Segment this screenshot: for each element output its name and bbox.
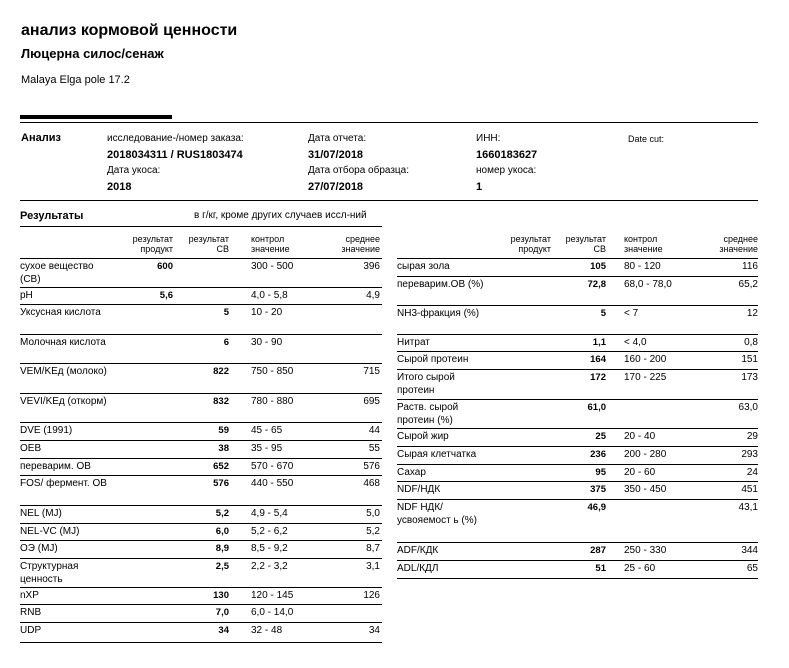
table-row <box>397 306 758 335</box>
report-title: анализ кормовой ценности <box>21 22 238 39</box>
row-label: Уксусная кислота <box>20 307 101 318</box>
control-value: 8,5 - 9,2 <box>251 543 288 554</box>
average-value: 34 <box>368 625 380 636</box>
dm-value: 5 <box>600 308 606 319</box>
dm-value: 59 <box>218 425 229 436</box>
dm-value: 130 <box>213 590 229 601</box>
dm-value: 5 <box>223 307 229 318</box>
average-value: 12 <box>746 308 758 319</box>
average-value: 468 <box>363 478 380 489</box>
control-value: 160 - 200 <box>624 354 667 365</box>
average-value: 5,0 <box>366 508 380 519</box>
row-label: сырая зола <box>397 261 450 272</box>
dm-value: 95 <box>595 467 606 478</box>
average-value: 396 <box>363 261 380 272</box>
table-row <box>20 506 382 524</box>
product-value: 5,6 <box>159 290 173 301</box>
control-value: 20 - 40 <box>624 431 656 442</box>
dm-value: 61,0 <box>587 402 606 413</box>
row-label: Сырой жир <box>397 431 449 442</box>
divider <box>20 122 758 123</box>
table-row <box>397 500 758 543</box>
dm-value: 375 <box>590 484 606 495</box>
control-value: 4,9 - 5,4 <box>251 508 288 519</box>
results-section-label: Результаты <box>20 210 84 222</box>
inn-label: ИНН: <box>476 133 501 144</box>
control-value: 10 - 20 <box>251 307 283 318</box>
table-row <box>20 476 382 506</box>
harvest-year-value: 2018 <box>107 181 132 193</box>
dm-value: 105 <box>590 261 606 272</box>
control-value: 200 - 280 <box>624 449 667 460</box>
table-row <box>20 335 382 364</box>
report-subtitle: Люцерна силос/сенаж <box>21 46 164 61</box>
average-value: 65,2 <box>738 279 758 290</box>
table-row <box>397 352 758 370</box>
table-row <box>397 400 758 429</box>
header-dm: результат СВ <box>565 234 606 254</box>
table-row <box>397 447 758 465</box>
average-value: 293 <box>741 449 758 460</box>
table-row <box>397 465 758 482</box>
table-row <box>20 394 382 423</box>
dm-value: 2,5 <box>215 561 229 572</box>
row-label: переварим. ОВ <box>20 461 91 472</box>
table-row <box>20 305 382 335</box>
date-cut-label: Date cut: <box>628 134 665 144</box>
average-value: 0,8 <box>744 337 758 348</box>
cut-number-value: 1 <box>476 181 483 193</box>
header-average: среднее значение <box>719 234 758 254</box>
table-row <box>20 605 382 623</box>
control-value: 170 - 225 <box>624 372 667 383</box>
control-value: 300 - 500 <box>251 261 294 272</box>
table-row <box>397 370 758 400</box>
average-value: 173 <box>741 372 758 383</box>
row-label: NH3-фракция (%) <box>397 308 480 319</box>
dm-value: 1,1 <box>592 337 606 348</box>
cut-number-label: номер укоса: <box>476 165 537 176</box>
row-label: NEL (MJ) <box>20 508 62 519</box>
average-value: 3,1 <box>366 561 380 572</box>
control-value: 5,2 - 6,2 <box>251 526 288 537</box>
product-value: 600 <box>157 261 173 272</box>
dm-value: 6,0 <box>215 526 229 537</box>
dm-value: 25 <box>595 431 606 442</box>
table-row <box>397 482 758 500</box>
header-product: результат продукт <box>132 234 173 254</box>
header-average: среднее значение <box>341 234 380 254</box>
header-control: контрол значение <box>624 234 663 254</box>
table-row <box>397 335 758 352</box>
table-row <box>20 364 382 394</box>
control-value: 30 - 90 <box>251 337 283 348</box>
row-label: Нитрат <box>397 337 430 348</box>
dm-value: 172 <box>590 372 606 383</box>
control-value: 750 - 850 <box>251 366 294 377</box>
control-value: 35 - 95 <box>251 443 283 454</box>
row-label: ADF/КДК <box>397 545 439 556</box>
divider <box>20 226 382 227</box>
report-date-label: Дата отчета: <box>308 133 367 144</box>
header-control: контрол значение <box>251 234 290 254</box>
dm-value: 822 <box>213 366 229 377</box>
dm-value: 7,0 <box>215 607 229 618</box>
control-value: 250 - 330 <box>624 545 667 556</box>
sampling-date-label: Дата отбора образца: <box>308 165 409 176</box>
average-value: 65 <box>746 563 758 574</box>
average-value: 63,0 <box>738 402 758 413</box>
row-label: Молочная кислота <box>20 337 106 348</box>
row-label: DVE (1991) <box>20 425 73 436</box>
control-value: 120 - 145 <box>251 590 294 601</box>
row-label: Итого сырой протеин <box>397 372 455 396</box>
row-label: NDF НДК/усвояемост ь (%) <box>397 502 477 526</box>
row-label: Сырой протеин <box>397 354 469 365</box>
table-row <box>20 588 382 605</box>
row-label: VEVI/KEд (откорм) <box>20 396 107 407</box>
average-value: 151 <box>741 354 758 365</box>
average-value: 5,2 <box>366 526 380 537</box>
order-label: исследование-/номер заказа: <box>107 133 244 144</box>
average-value: 8,7 <box>366 543 380 554</box>
average-value: 55 <box>368 443 380 454</box>
dm-value: 832 <box>213 396 229 407</box>
average-value: 576 <box>363 461 380 472</box>
control-value: 570 - 670 <box>251 461 294 472</box>
control-value: < 7 <box>624 308 639 319</box>
dm-value: 287 <box>590 545 606 556</box>
harvest-year-label: Дата укоса: <box>107 165 161 176</box>
row-label: UDP <box>20 625 42 636</box>
inn-value: 1660183627 <box>476 149 538 161</box>
row-label: FOS/ фермент. ОВ <box>20 478 107 489</box>
row-label: Сырая клетчатка <box>397 449 477 460</box>
table-row <box>397 561 758 579</box>
table-row <box>20 623 382 643</box>
analysis-section-label: Анализ <box>21 132 61 144</box>
control-value: 440 - 550 <box>251 478 294 489</box>
table-row <box>20 524 382 541</box>
table-row <box>397 259 758 277</box>
sampling-date-value: 27/07/2018 <box>308 181 364 193</box>
dm-value: 72,8 <box>587 279 606 290</box>
header-dm: результат СВ <box>188 234 229 254</box>
order-value: 2018034311 / RUS1803474 <box>107 149 243 161</box>
average-value: 451 <box>741 484 758 495</box>
dm-value: 5,2 <box>215 508 229 519</box>
dm-value: 34 <box>218 625 229 636</box>
row-label: Раств. сырой протеин (%) <box>397 402 459 426</box>
control-value: 45 - 65 <box>251 425 283 436</box>
row-label: NEL-VC (MJ) <box>20 526 80 537</box>
table-row <box>20 541 382 559</box>
average-value: 126 <box>363 590 380 601</box>
average-value: 44 <box>368 425 380 436</box>
dm-value: 236 <box>590 449 606 460</box>
table-row <box>20 459 382 476</box>
control-value: 80 - 120 <box>624 261 661 272</box>
row-divider <box>20 642 382 643</box>
control-value: 25 - 60 <box>624 563 656 574</box>
dm-value: 576 <box>213 478 229 489</box>
average-value: 715 <box>363 366 380 377</box>
field-name: Malaya Elga pole 17.2 <box>21 74 130 86</box>
row-label: переварим.ОВ (%) <box>397 279 484 290</box>
average-value: 29 <box>746 431 758 442</box>
average-value: 695 <box>363 396 380 407</box>
table-row <box>20 559 382 588</box>
table-row <box>397 543 758 561</box>
table-row <box>20 441 382 459</box>
row-label: OEB <box>20 443 42 454</box>
control-value: 6,0 - 14,0 <box>251 607 294 618</box>
row-label: VEM/KEд (молоко) <box>20 366 107 377</box>
control-value: 780 - 880 <box>251 396 294 407</box>
control-value: 350 - 450 <box>624 484 667 495</box>
control-value: 68,0 - 78,0 <box>624 279 672 290</box>
dm-value: 8,9 <box>215 543 229 554</box>
row-label: ОЭ (MJ) <box>20 543 58 554</box>
control-value: 20 - 60 <box>624 467 656 478</box>
table-row <box>397 429 758 447</box>
average-value: 43,1 <box>738 502 758 513</box>
dm-value: 51 <box>595 563 606 574</box>
row-label: Структурная ценность <box>20 561 79 585</box>
dm-value: 38 <box>218 443 229 454</box>
dm-value: 6 <box>223 337 229 348</box>
dm-value: 164 <box>590 354 606 365</box>
control-value: 32 - 48 <box>251 625 283 636</box>
dm-value: 652 <box>213 461 229 472</box>
control-value: < 4,0 <box>624 337 647 348</box>
row-label: pH <box>20 290 33 301</box>
table-row <box>20 259 382 288</box>
section-bar <box>20 115 172 119</box>
report-date-value: 31/07/2018 <box>308 149 364 161</box>
row-label: nXP <box>20 590 39 601</box>
table-row <box>20 288 382 305</box>
row-label: NDF/НДК <box>397 484 441 495</box>
row-label: ADL/КДЛ <box>397 563 439 574</box>
row-label: Сахар <box>397 467 426 478</box>
row-label: RNB <box>20 607 42 618</box>
control-value: 2,2 - 3,2 <box>251 561 288 572</box>
table-row <box>397 277 758 306</box>
average-value: 116 <box>742 261 758 272</box>
row-divider <box>397 578 758 579</box>
average-value: 4,9 <box>366 290 380 301</box>
divider <box>20 200 758 201</box>
table-row <box>20 423 382 441</box>
header-product: результат продукт <box>510 234 551 254</box>
average-value: 344 <box>741 545 758 556</box>
dm-value: 46,9 <box>587 502 606 513</box>
average-value: 24 <box>746 467 758 478</box>
control-value: 4,0 - 5,8 <box>251 290 288 301</box>
units-note: в г/кг, кроме других случаев иссл-ний <box>194 210 367 221</box>
row-label: сухое вещество (СВ) <box>20 261 94 285</box>
